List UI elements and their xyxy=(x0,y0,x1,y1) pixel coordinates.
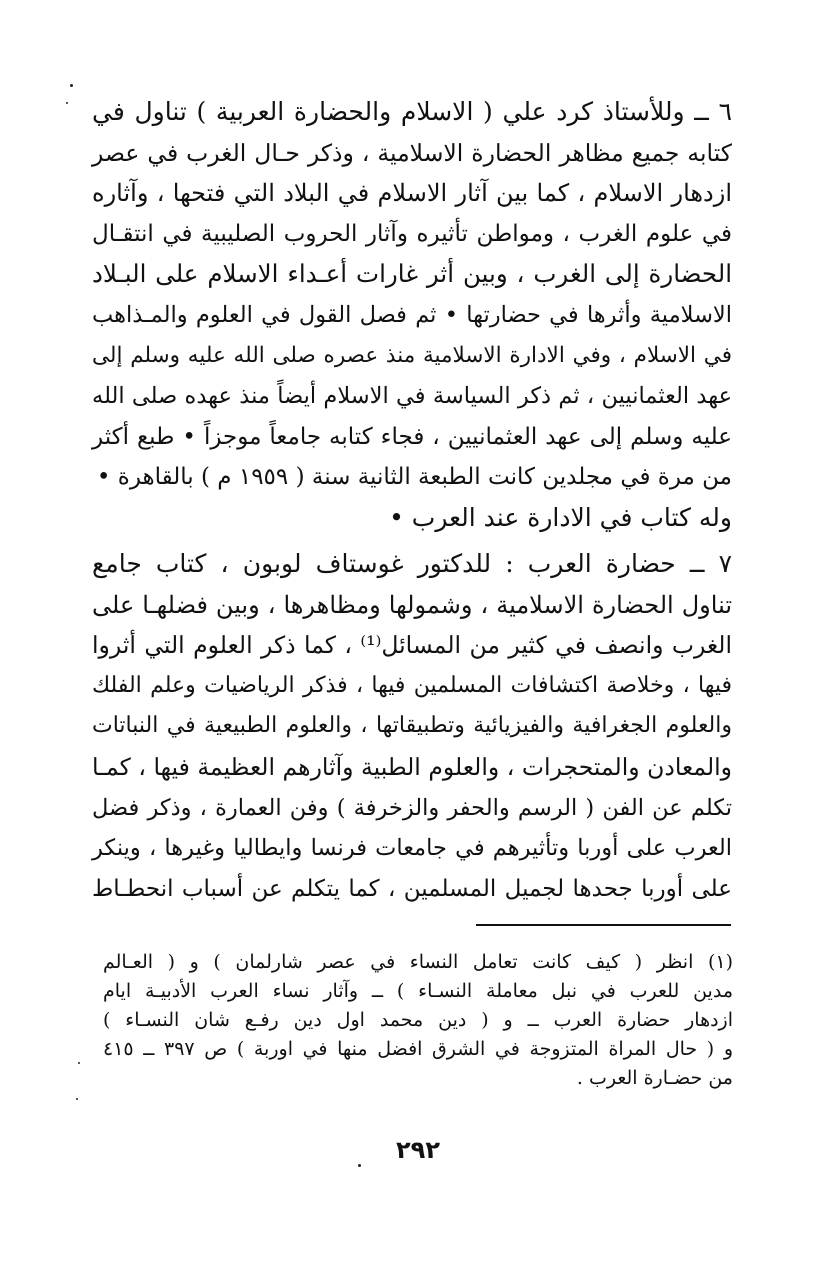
text-line: الحضارة إلى الغرب ، وبين أثر غارات أعـداء الاسلام على البـلاد xyxy=(92,259,732,289)
text-line: على أوربا جحدها لجميل المسلمين ، كما يتكلم عن أسباب انحطـاط xyxy=(92,875,732,902)
text-line: تكلم عن الفن ( الرسم والحفر والزخرفة ) وفن العمارة ، وذكر فضل xyxy=(92,794,732,821)
text-line: ازدهار الاسلام ، كما بين آثار الاسلام في البلاد التي فتحها ، وآثاره xyxy=(92,179,732,208)
text-line: في علوم الغرب ، ومواطن تأثيره وآثار الحروب الصليبية في انتقـال xyxy=(92,220,732,247)
text-line: من مرة في مجلدين كانت الطبعة الثانية سنة ( ١٩٥٩ م ) بالقاهرة • xyxy=(96,464,732,491)
text-line: ٧ ــ حضارة العرب : للدكتور غوستاف لوبون ، كتاب جامع xyxy=(92,549,732,578)
footnote-line: (١) انظر ( كيف كانت تعامل النساء في عصر شارلمان ) و ( العـالم xyxy=(103,951,733,973)
paragraph-7 xyxy=(92,544,732,909)
footnote-divider xyxy=(476,924,731,926)
scan-speck xyxy=(70,84,73,87)
scan-speck xyxy=(78,1062,80,1064)
text-line: فيها ، وخلاصة اكتشافات المسلمين فيها ، فذكر الرياضيات وعلم الفلك xyxy=(92,672,732,698)
text-line: والعلوم الجغرافية والفيزيائية وتطبيقاتها ، والعلوم الطبيعية في النباتات xyxy=(92,713,732,739)
scan-speck xyxy=(66,102,68,104)
footnote-line: ازدهار حضارة العرب ــ و ( دين محمد اول دين رفـع شان النسـاء ) xyxy=(103,1009,733,1031)
footnote-line: مدين للعرب في نبل معاملة النسـاء ) ــ وآثار نساء العرب الأدبيـة ايام xyxy=(103,980,733,1002)
text-line: في الاسلام ، وفي الادارة الاسلامية منذ عصره صلى الله عليه وسلم إلى xyxy=(92,342,732,368)
text-line: تناول الحضارة الاسلامية ، وشمولها ومظاهرها ، وبين فضلهـا على xyxy=(92,590,732,619)
scan-speck xyxy=(358,1164,361,1167)
text-line: ٦ ــ وللأستاذ كرد علي ( الاسلام والحضارة العربية ) تناول في xyxy=(92,97,732,126)
footnote xyxy=(103,948,733,1093)
footnote-line: و ( حال المراة المتزوجة في الشرق افضل منها في اوربة ) ص ٣٩٧ ــ ٤١٥ xyxy=(103,1038,733,1060)
text-line: العرب على أوربا وتأثيرهم في جامعات فرنسا وايطاليا وغيرها ، وينكر xyxy=(92,835,732,862)
text-line: كتابه جميع مظاهر الحضارة الاسلامية ، وذكر حـال الغرب في عصر xyxy=(92,138,732,167)
text-line: عليه وسلم إلى عهد العثمانيين ، فجاء كتابه جامعاً موجزاً • طبع أكثر xyxy=(92,423,732,450)
text-line: والمعادن والمتحجرات ، والعلوم الطبية وآثارهم العظيمة فيها ، كمـا xyxy=(92,752,732,781)
text-line: عهد العثمانيين ، ثم ذكر السياسة في الاسلام أيضاً منذ عهده صلى الله xyxy=(92,383,732,410)
text-line: الغرب وانصف في كثير من المسائل⁽¹⁾ ، كما ذكر العلوم التي أثروا xyxy=(92,631,732,660)
text-line: وله كتاب في الادارة عند العرب • xyxy=(389,502,732,532)
scan-speck xyxy=(76,1098,78,1100)
footnote-line: من حضـارة العرب . xyxy=(576,1067,733,1089)
page-number: ٢٩٢ xyxy=(396,1136,440,1164)
paragraph-6 xyxy=(92,92,732,539)
text-line: الاسلامية وأثرها في حضارتها • ثم فصل القول في العلوم والمـذاهب xyxy=(92,301,732,328)
